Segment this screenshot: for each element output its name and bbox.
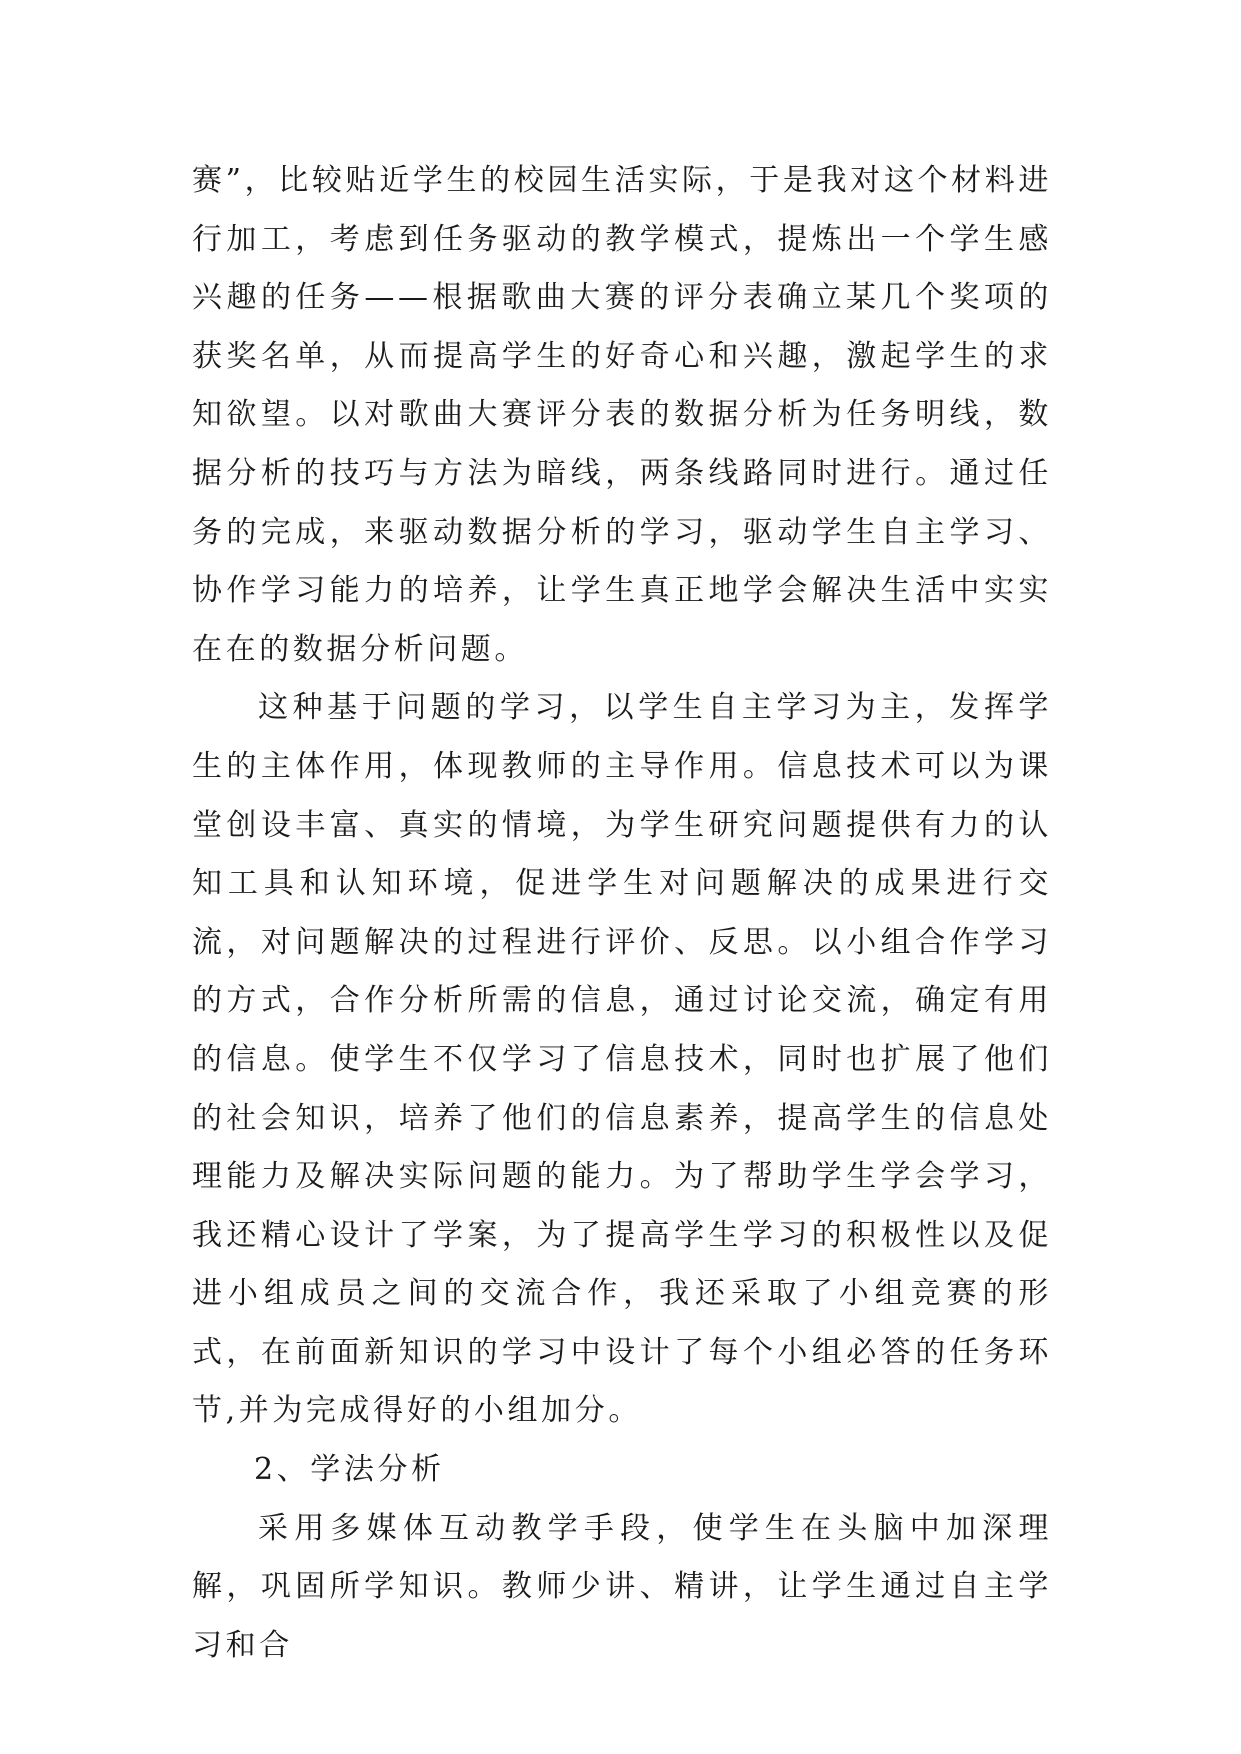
document-page bbox=[192, 152, 1052, 1675]
paragraph-problem-based-learning: 这种基于问题的学习，以学生自主学习为主，发挥学生的主体作用，体现教师的主导作用。信息技术可以为课堂创设丰富、真实的情境，为学生研究问题提供有力的认知工具和认知环境，促进学生对问题解决的成果进行交流，对问题解决的过程进行评价、反思。以小组合作学习的方式，合作分析所需的信息，通过讨论交流，确定有用的信息。使学生不仅学习了信息技术，同时也扩展了他们的社会知识，培养了他们的信息素养，提高学生的信息处理能力及解决实际问题的能力。为了帮助学生学会学习，我还精心设计了学案，为了提高学生学习的积极性以及促进小组成员之间的交流合作，我还采取了小组竞赛的形式，在前面新知识的学习中设计了每个小组必答的任务环节,并为完成得好的小组加分。 bbox=[192, 690, 1052, 1429]
section-heading-study-method: 2、学法分析 bbox=[254, 1452, 445, 1488]
paragraph-task-design: 赛”，比较贴近学生的校园生活实际，于是我对这个材料进行加工，考虑到任务驱动的教学模式，提炼出一个学生感兴趣的任务——根据歌曲大赛的评分表确立某几个奖项的获奖名单，从而提高学生的好奇心和兴趣，激起学生的求知欲望。以对歌曲大赛评分表的数据分析为任务明线，数据分析的技巧与方法为暗线，两条线路同时进行。通过任务的完成，来驱动数据分析的学习，驱动学生自主学习、协作学习能力的培养，让学生真正地学会解决生活中实实在在的数据分析问题。 bbox=[192, 163, 1052, 667]
paragraph-multimedia-teaching: 采用多媒体互动教学手段，使学生在头脑中加深理解，巩固所学知识。教师少讲、精讲，让学生通过自主学习和合 bbox=[192, 1510, 1052, 1663]
